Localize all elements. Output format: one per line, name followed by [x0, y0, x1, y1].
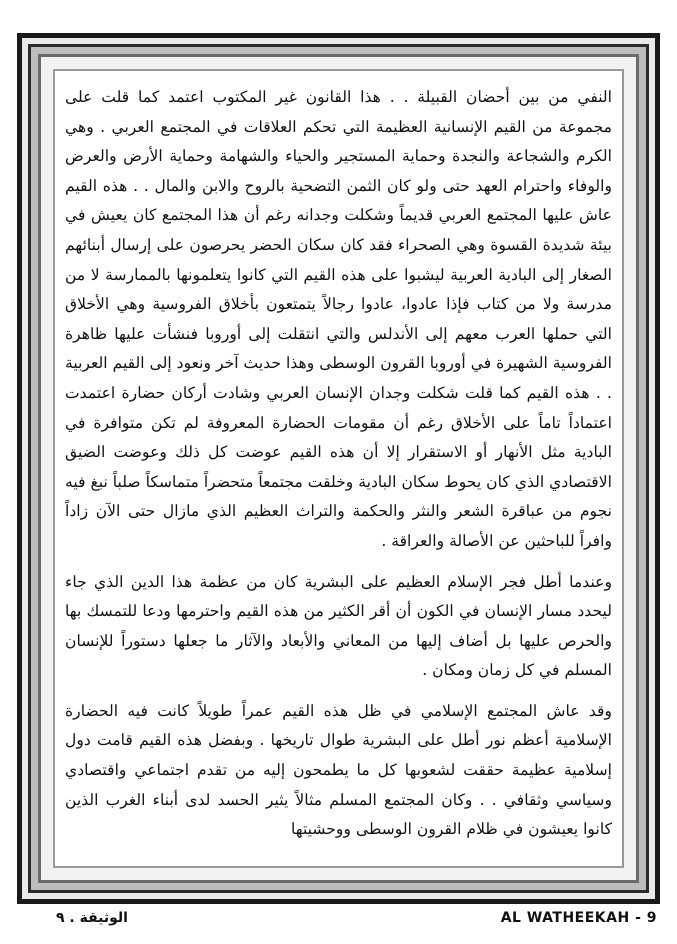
border-band-pale [41, 57, 636, 880]
footer-arabic-page-label: الوثيقة . ٩ [56, 910, 128, 926]
article-body [55, 71, 622, 866]
footer-english-page-label: AL WATHEEKAH - 9 [500, 910, 657, 926]
border-band-gray [31, 47, 646, 890]
article-paragraph-1: النفي من بين أحضان القبيلة . . هذا القانون غير المكتوب اعتمد كما قلت على مجموعة من القيم الإنسانية العظيمة التي تحكم العلاقات في المجتمع العربي . وهي الكرم والشجاعة والنجدة وحماية المستجير والحياء والشهامة وحماية الأرض والعرض والوفاء واحترام العهد حتى ولو كان الثمن التضحية بالروح والابن والمال . . هذه القيم عاش عليها المجتمع العربي قديماً وشكلت وجدانه رغم أن هذا المجتمع كان يعيش في بيئة شديدة القسوة وهي الصحراء فقد كان سكان الحضر يحرصون على إرسال أبنائهم الصغار إلى البادية العربية ليشبوا على هذه القيم التي كانوا يتعلمونها بالممارسة لا من مدرسة ولا من كتاب فإذا عادوا، عادوا رجالاً يتمتعون بأخلاق الفروسية وهي الأخلاق التي حملها العرب معهم إلى الأندلس والتي انتقلت إلى أوروبا فنشأت عليها ظاهرة الفروسية الشهيرة في أوروبا القرون الوسطى وهذا حديث آخر ونعود إلى القيم العربية . . هذه القيم كما قلت شكلت وجدان الإنسان العربي وشادت أركان حضارة اعتمدت اعتماداً تاماً على الأخلاق رغم أن مقومات الحضارة المعروفة لم تكن متوافرة في البادية مثل الأنهار أو الاستقرار إلا أن هذه القيم عوضت كل ذلك وعوضت الضيق الاقتصادي الذي كان يحوط سكان البادية وخلقت مجتمعاً متحضراً متماسكاً صلباً نبغ فيه نجوم من عباقرة الشعر والنثر والحكمة والتراث العظيم الذي مازال حتى الآن زاداً وافراً للباحثين عن الأصالة والعراقة . [65, 88, 612, 550]
article-paragraph-3: وقد عاش المجتمع الإسلامي في ظل هذه القيم عمراً طويلاً كانت فيه الحضارة الإسلامية أعظم نور أطل على البشرية طوال تاريخها . وبفضل هذه القيم قامت دول إسلامية عظيمة حققت لشعوبها كل ما يطمحون إليه من تقدم اجتماعي واقتصادي وسياسي وثقافي . . وكان المجتمع المسلم مثالاً يثير الحسد لدى أبناء الغرب الذين كانوا يعيشون في ظلام القرون الوسطى ووحشيتها [65, 701, 612, 839]
page-border-frame [17, 33, 660, 904]
border-band-thin [53, 69, 624, 868]
border-band-mid [38, 54, 639, 883]
article-paragraph-2: وعندما أطل فجر الإسلام العظيم على البشرية كان من عظمة هذا الدين الذي جاء ليحدد مسار الإنسان في الكون أن أقر الكثير من هذه القيم واحترمها ودعا للتمسك بها والحرص عليها بل أضاف إليها من المعاني والأبعاد والآثار ما جعلها دستوراً للإنسان المسلم في كل زمان ومكان . [65, 572, 612, 680]
page-footer [0, 908, 677, 938]
border-band-light [22, 38, 655, 899]
border-band-dark [28, 44, 649, 893]
